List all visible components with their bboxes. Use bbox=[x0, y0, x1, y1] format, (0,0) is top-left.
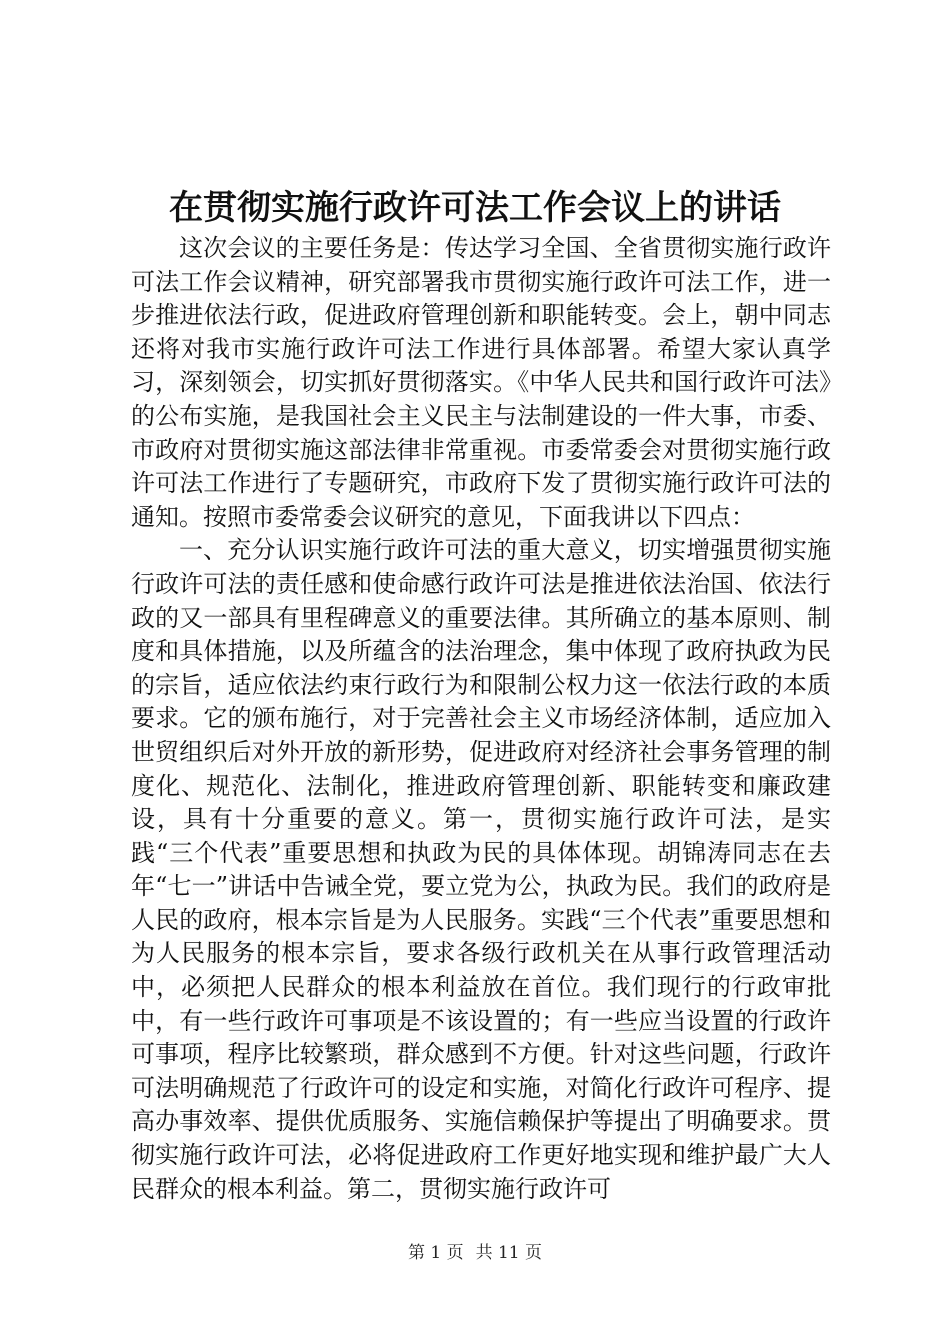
paragraph-section-one: 一、充分认识实施行政许可法的重大意义，切实增强贯彻实施行政许可法的责任感和使命感行政许可法是推进依法治国、依法行政的又一部具有里程碑意义的重要法律。其所确立的基本原则、制度和具体措施，以及所蕴含的法治理念，集中体现了政府执政为民的宗旨，适应依法约束行政行为和限制公权力这一依法行政的本质要求。它的颁布施行，对于完善社会主义市场经济体制，适应加入世贸组织后对外开放的新形势，促进政府对经济社会事务管理的制度化、规范化、法制化，推进政府管理创新、职能转变和廉政建设，具有十分重要的意义。第一，贯彻实施行政许可法，是实践“三个代表”重要思想和执政为民的具体体现。胡锦涛同志在去年“七一”讲话中告诫全党，要立党为公，执政为民。我们的政府是人民的政府，根本宗旨是为人民服务。实践“三个代表”重要思想和为人民服务的根本宗旨，要求各级行政机关在从事行政管理活动中，必须把人民群众的根本利益放在首位。我们现行的行政审批中，有一些行政许可事项是不该设置的；有一些应当设置的行政许可事项，程序比较繁琐，群众感到不方便。针对这些问题，行政许可法明确规范了行政许可的设定和实施，对简化行政许可程序、提高办事效率、提供优质服务、实施信赖保护等提出了明确要求。贯彻实施行政许可法，必将促进政府工作更好地实现和维护最广大人民群众的根本利益。第二，贯彻实施行政许可 bbox=[131, 536, 831, 1203]
page-footer bbox=[0, 1241, 950, 1265]
page-total: 共 11 页 bbox=[475, 1243, 543, 1263]
document-body bbox=[131, 232, 831, 1206]
page-number: 第 1 页 bbox=[407, 1243, 464, 1263]
paragraph-intro: 这次会议的主要任务是：传达学习全国、全省贯彻实施行政许可法工作会议精神，研究部署我市贯彻实施行政许可法工作，进一步推进依法行政，促进政府管理创新和职能转变。会上，朝中同志还将对我市实施行政许可法工作进行具体部署。希望大家认真学习，深刻领会，切实抓好贯彻落实。《中华人民共和国行政许可法》的公布实施，是我国社会主义民主与法制建设的一件大事，市委、市政府对贯彻实施这部法律非常重视。市委常委会对贯彻实施行政许可法工作进行了专题研究，市政府下发了贯彻实施行政许可法的通知。按照市委常委会议研究的意见，下面我讲以下四点： bbox=[131, 234, 831, 531]
document-title: 在贯彻实施行政许可法工作会议上的讲话 bbox=[169, 188, 781, 228]
